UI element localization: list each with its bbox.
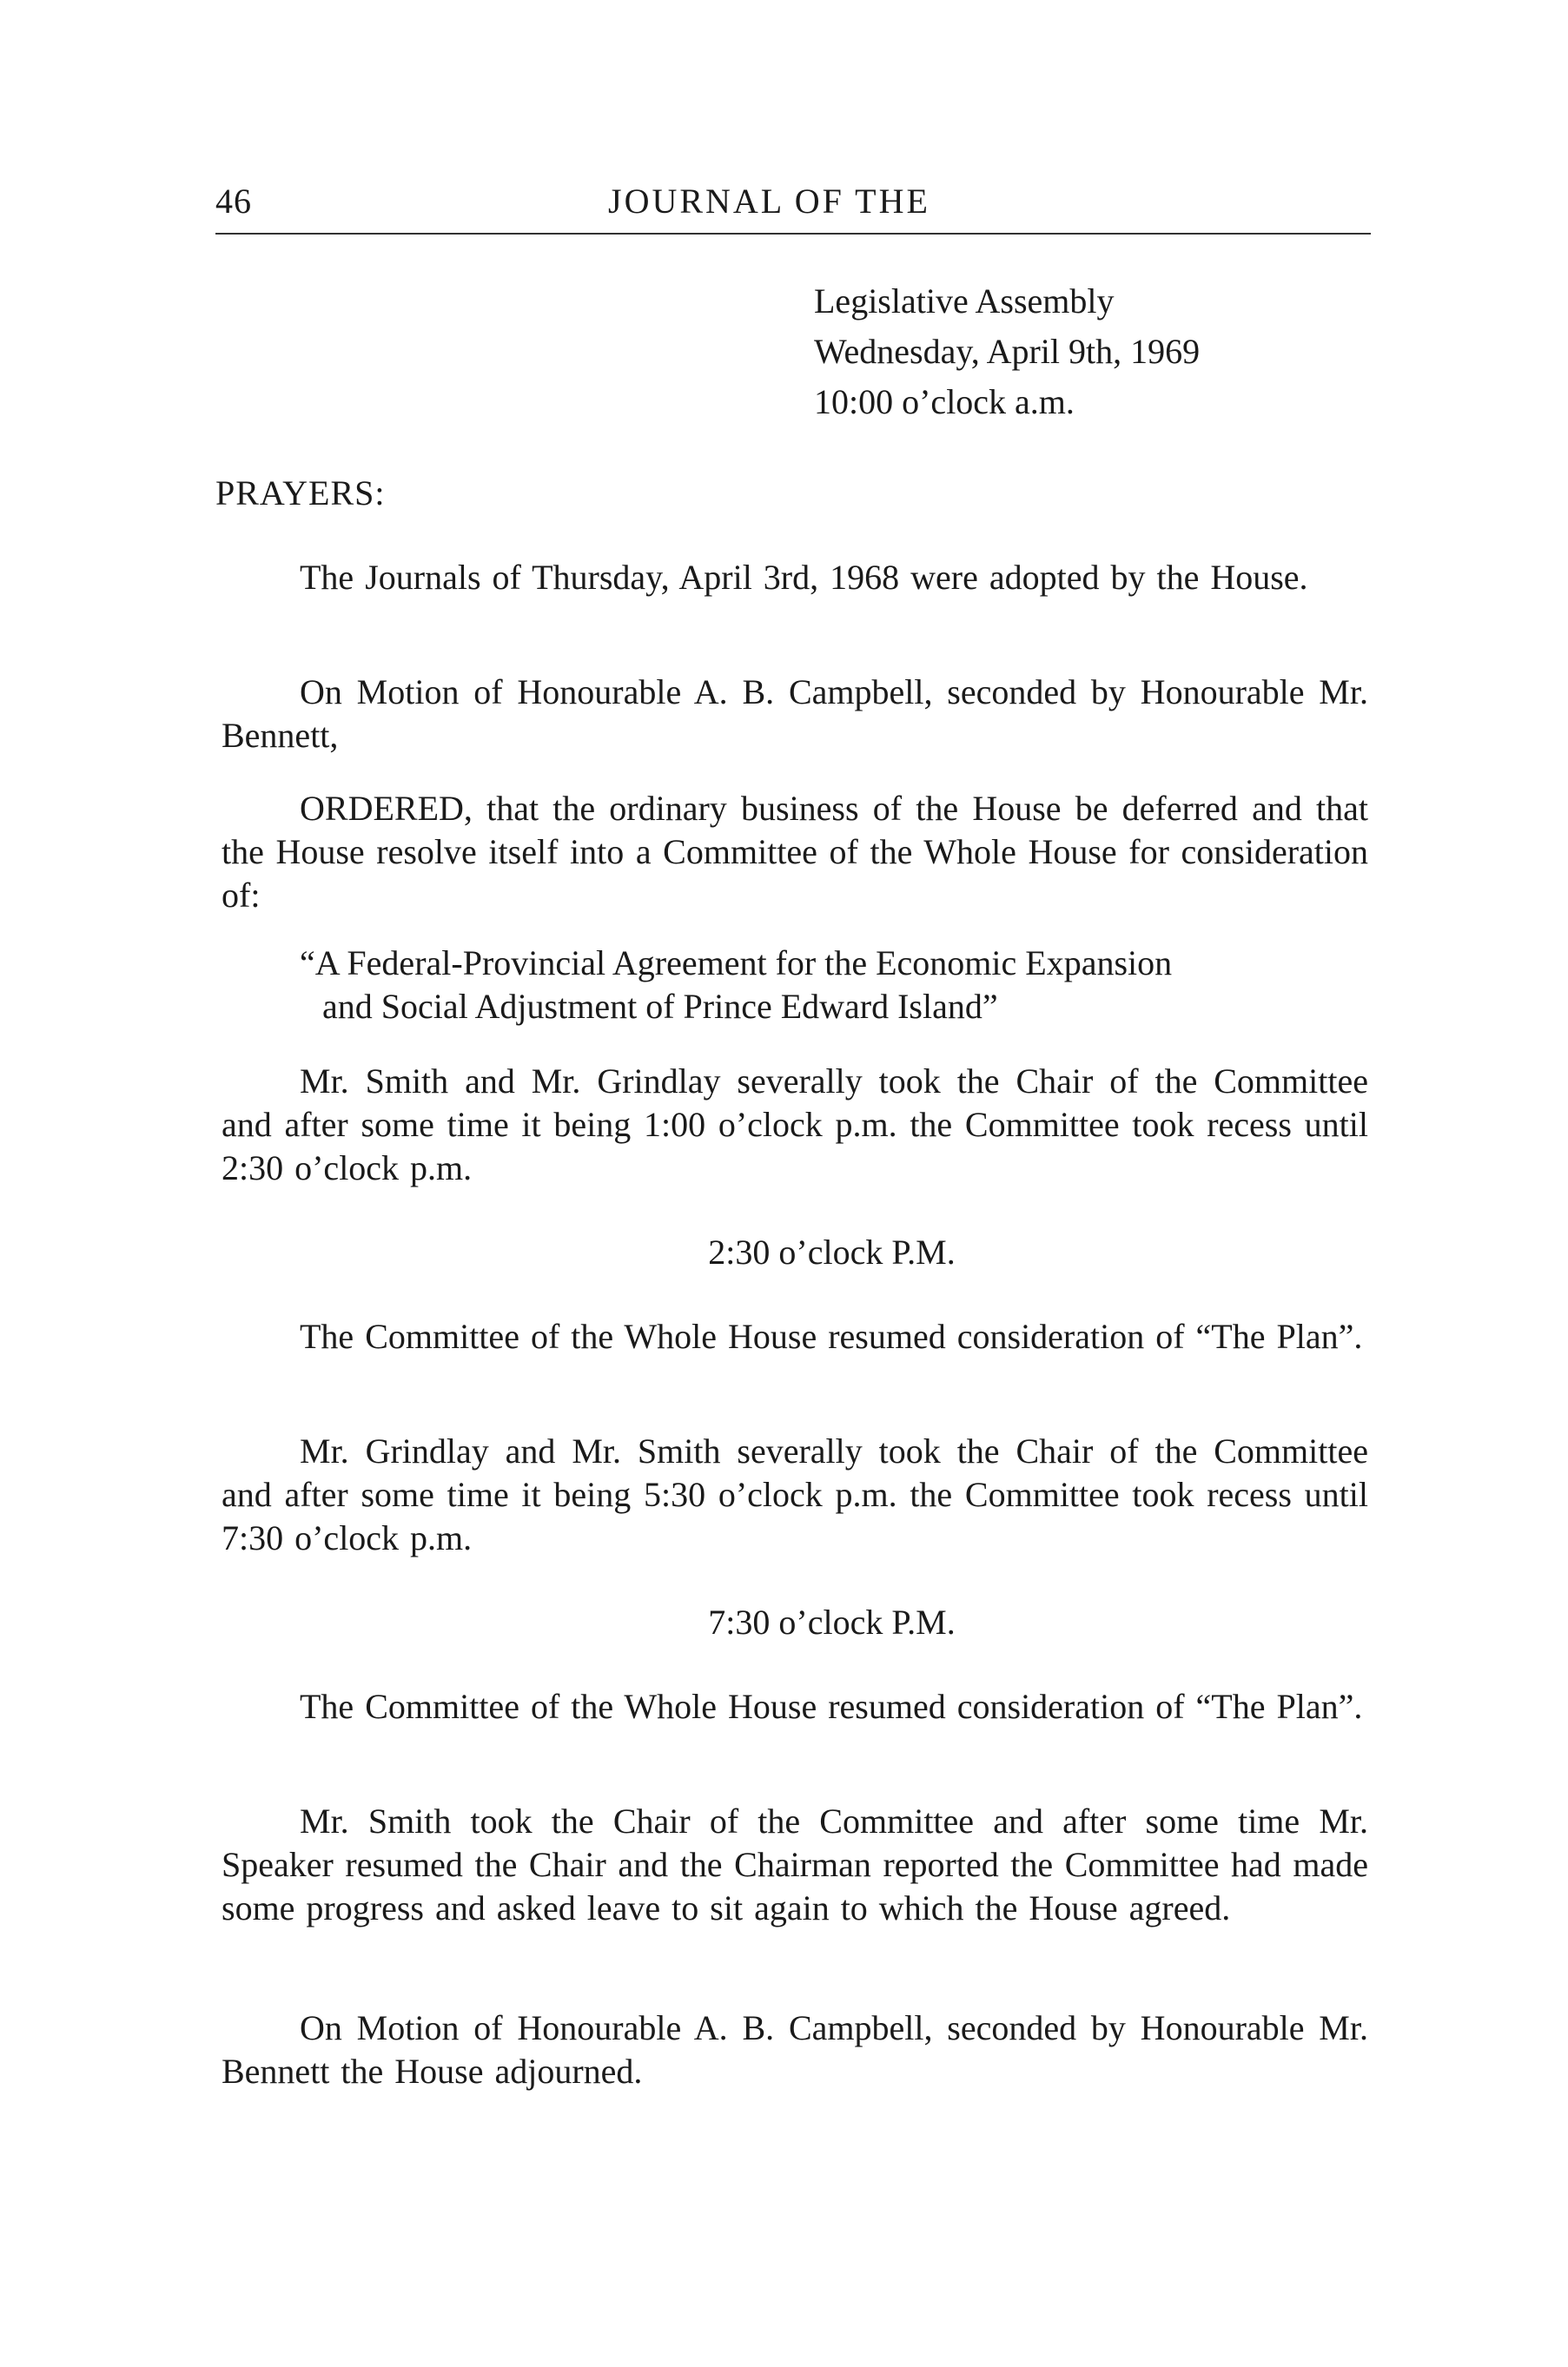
paragraph-resumed-2: The Committee of the Whole House resumed consideration of “The Plan”.	[300, 1687, 1363, 1726]
dateline-date: Wednesday, April 9th, 1969	[814, 332, 1201, 371]
paragraph-evening-session: Mr. Smith took the Chair of the Committee and after some time Mr. Speaker resumed the Chair and the Chairman reported the Committee had made some progress and asked leave to sit again to which the House agreed.	[222, 1802, 1368, 1927]
running-head: JOURNAL OF THE	[608, 182, 930, 221]
dateline-assembly: Legislative Assembly	[814, 281, 1115, 321]
time-heading-730: 7:30 o’clock P.M.	[708, 1603, 956, 1642]
agreement-title-quote	[300, 942, 1368, 1028]
paragraph-resumed-1: The Committee of the Whole House resumed consideration of “The Plan”.	[300, 1317, 1363, 1356]
paragraph-ordered: ORDERED, that the ordinary business of the House be deferred and that the House resolve itself into a Committee of the Whole House for consideration of:	[222, 789, 1368, 915]
dateline-time: 10:00 o’clock a.m.	[814, 382, 1075, 421]
paragraph-afternoon-session: Mr. Grindlay and Mr. Smith severally took the Chair of the Committee and after some time it being 5:30 o’clock p.m. the Committee took recess until 7:30 o’clock p.m.	[222, 1431, 1368, 1557]
paragraph-journals-adopted: The Journals of Thursday, April 3rd, 1968 were adopted by the House.	[300, 558, 1308, 597]
prayers-heading: PRAYERS:	[215, 473, 386, 512]
quote-line-2: and Social Adjustment of Prince Edward Island”	[322, 987, 998, 1026]
page-header	[215, 181, 1371, 235]
paragraph-adjournment: On Motion of Honourable A. B. Campbell, seconded by Honourable Mr. Bennett the House adjourned.	[222, 2008, 1368, 2091]
sitting-dateline	[814, 276, 1200, 427]
page-number: 46	[215, 182, 252, 221]
paragraph-motion-deferral: On Motion of Honourable A. B. Campbell, seconded by Honourable Mr. Bennett,	[222, 672, 1368, 755]
time-heading-230: 2:30 o’clock P.M.	[708, 1233, 956, 1272]
paragraph-morning-session: Mr. Smith and Mr. Grindlay severally took the Chair of the Committee and after some time it being 1:00 o’clock p.m. the Committee took recess until 2:30 o’clock p.m.	[222, 1061, 1368, 1187]
quote-line-1: “A Federal-Provincial Agreement for the Economic Expansion	[300, 943, 1173, 982]
